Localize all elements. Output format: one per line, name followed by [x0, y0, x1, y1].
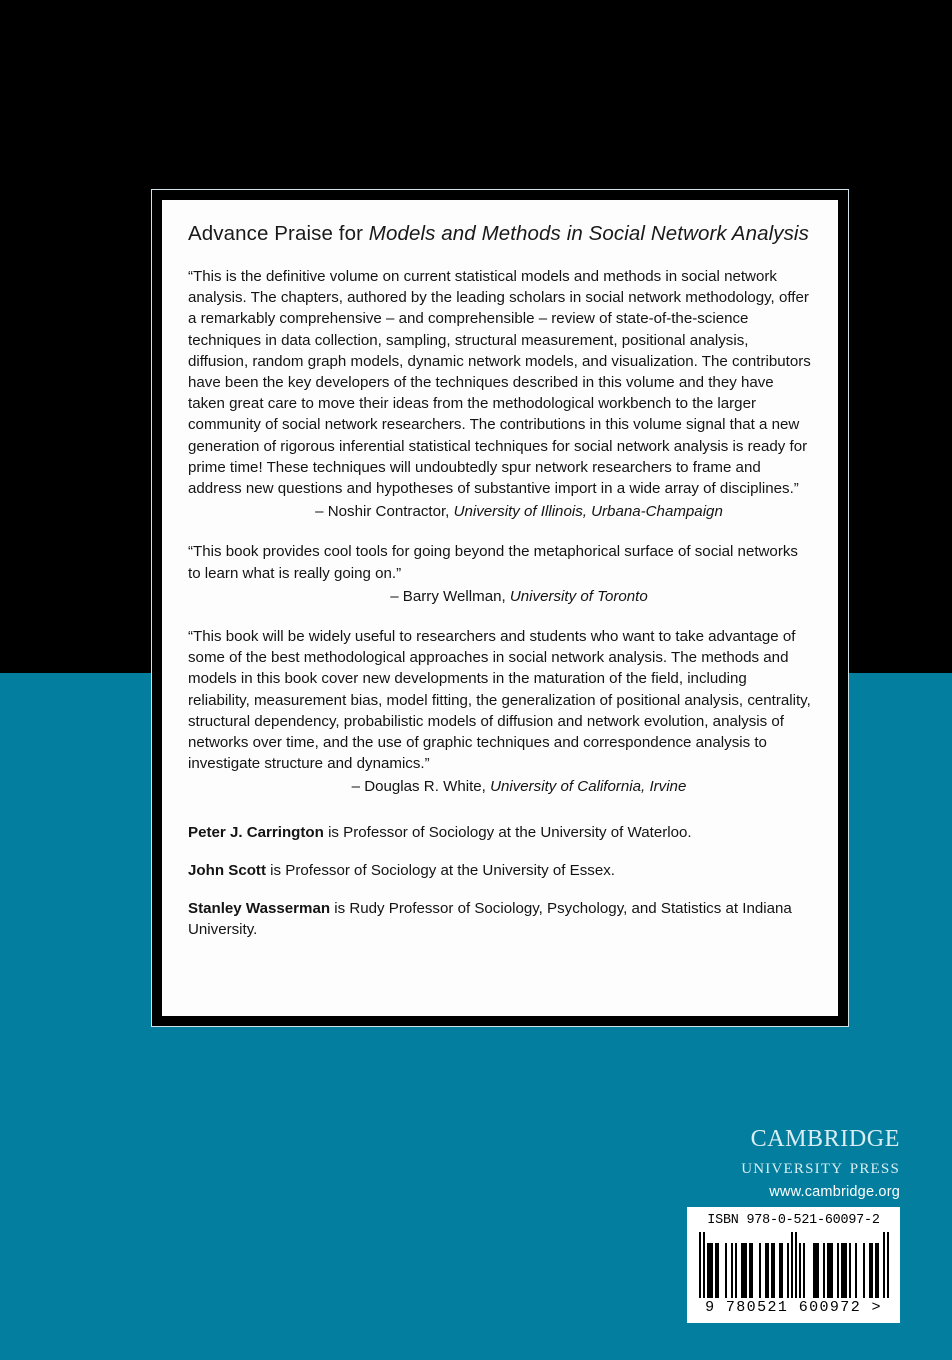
blurb-text: “This book provides cool tools for going beyond the metaphorical surface of social networks to learn what is really going on.” — [188, 543, 798, 582]
author-description: is Professor of Sociology at the University of Waterloo. — [323, 823, 692, 841]
blurb-attribution-affiliation: University of California, Irvine — [490, 778, 687, 796]
blurb-attribution-name: – Douglas R. White, — [351, 778, 491, 796]
author-description: is Rudy Professor of Sociology, Psychology, and Statistics at Indiana University. — [188, 900, 792, 939]
publisher-name-university-press: university press — [741, 1154, 900, 1178]
author-bio — [188, 860, 812, 881]
blurb-panel — [162, 200, 838, 1016]
barcode-bars — [699, 1232, 889, 1298]
blurb-attribution — [188, 586, 812, 607]
author-bio — [188, 822, 812, 843]
blurb-text: “This is the definitive volume on current statistical models and methods in social network analysis. The chapters, authored by the leading scholars in social network methodology, offer a remarkably comprehensive – and comprehensible – review of state-of-the-science techniques in data collection, sampling, structural measurement, positional analysis, diffusion, random graph models, dynamic network models, and visualization. The contributors have been the key developers of the techniques described in this volume and they have taken great care to move their ideas from the methodological workbench to the larger community of social network researchers. The contributions in this volume signal that a new generation of rigorous inferential statistical techniques for social network analysis is ready for prime time! These techniques will undoubtedly spur network researchers to frame and address new questions and hypotheses of substantive import in a wide array of disciplines.” — [188, 268, 811, 498]
author-name: John Scott — [188, 861, 266, 879]
blurb-attribution — [188, 776, 812, 797]
advance-praise-book-title: Models and Methods in Social Network Analysis — [368, 222, 809, 245]
blurb-panel-frame — [151, 189, 849, 1027]
cambridge-university-press-logo — [552, 1118, 900, 1202]
publisher-website-url: www.cambridge.org — [769, 1184, 900, 1200]
author-bios — [188, 822, 812, 941]
blurb-attribution-name: – Barry Wellman, — [390, 587, 510, 605]
isbn-number-label: ISBN 978-0-521-60097-2 — [707, 1213, 880, 1228]
isbn-barcode — [687, 1207, 900, 1323]
blurb-attribution-name: – Noshir Contractor, — [315, 503, 454, 521]
blurb-attribution-affiliation: University of Illinois, Urbana-Champaign — [453, 503, 723, 521]
blurb-attribution-affiliation: University of Toronto — [509, 587, 648, 605]
author-bio — [188, 898, 812, 940]
blurb-attribution — [188, 501, 812, 522]
publisher-name-cambridge: cambridge — [750, 1117, 900, 1154]
author-description: is Professor of Sociology at the University of Essex. — [265, 861, 615, 879]
barcode-digits: 9 780521 600972 > — [705, 1299, 882, 1316]
advance-praise-heading — [188, 222, 812, 246]
author-name: Peter J. Carrington — [188, 823, 324, 841]
blurb-text: “This book will be widely useful to researchers and students who want to take advantage of some of the best methodological approaches in social network analysis. The methods and models in this book cover new developments in the maturation of the field, including reliability, measurement bias, model fitting, the generalization of positional analysis, centrality, structural dependency, probabilistic models of diffusion and network evolution, analysis of networks over time, and the use of graphic techniques and correspondence analysis to investigate structure and dynamics.” — [188, 628, 811, 773]
author-name: Stanley Wasserman — [188, 900, 331, 918]
advance-praise-prefix: Advance Praise for — [188, 222, 369, 245]
